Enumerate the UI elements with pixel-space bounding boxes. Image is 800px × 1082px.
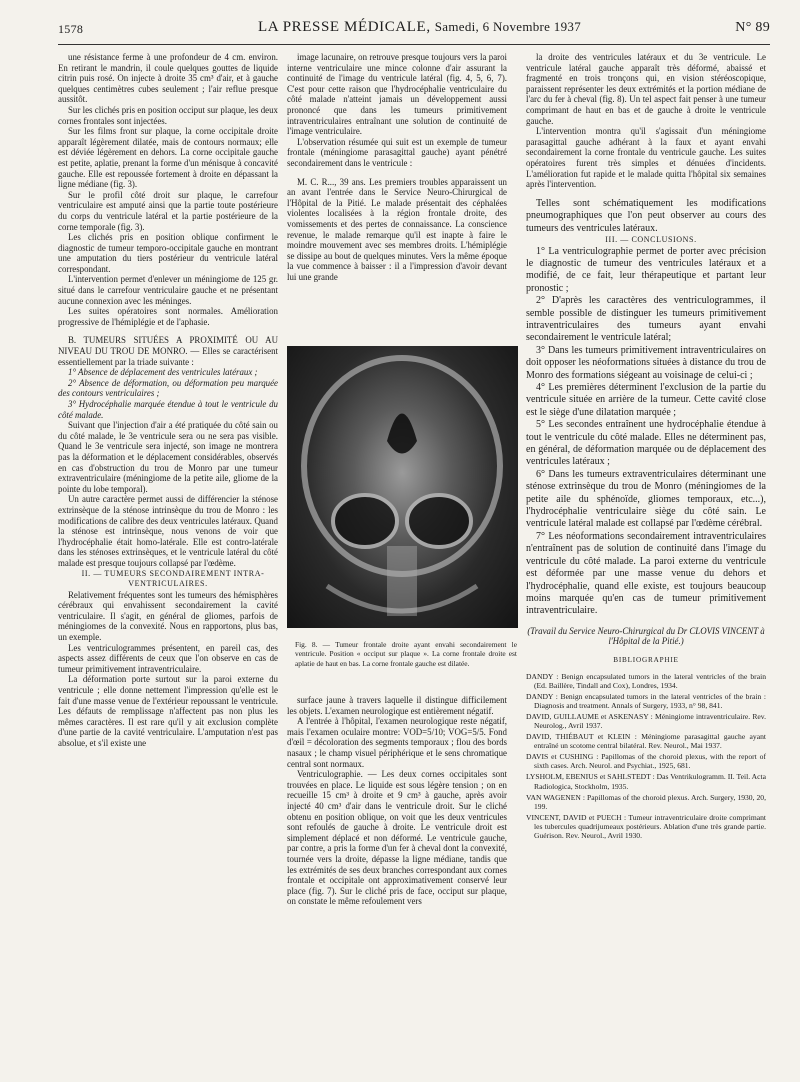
paragraph: Un autre caractère permet aussi de différencier la sténose extrinsèque de la sténose intrinsèque du trou de Monro : les modifications de calibre des deux ventricules latéraux. Quand la sténose est intrinsèque, nous venons de voir que l'hydrocéphalie était homo-latérale. Elle est contro-latérale dans les sténoses extrinsèques, et le ventricule latéral du côté malade est presque toujours collapsé par l'œdème. <box>58 494 278 568</box>
paragraph: Telles sont schématiquement les modifications pneumographiques que l'on peut observer au cours des tumeurs des ventricules latéraux. <box>526 197 766 234</box>
bibliography-entry: DAVIS et CUSHING : Papillomas of the choroid plexus, with the report of sixth cases. Arch. Neurol. and Psychiat., 1925, 681. <box>526 752 766 771</box>
bibliography-entry: DANDY : Benign encapsulated tumors in the lateral ventricles of the brain : Diagnosis and treatment. Annals of Surgery, 1933, n° 98, 841. <box>526 691 766 710</box>
paragraph: L'observation résumée qui suit est un exemple de tumeur frontale (méningiome parasagittal gauche) ayant pénétré secondairement dans le ventricule : <box>287 136 507 168</box>
paragraph: Les suites opératoires sont normales. Amélioration progressive de l'hémiplégie et de l'aphasie. <box>58 306 278 327</box>
bibliography <box>526 672 766 841</box>
conclusion-5: 5° Les secondes entraînent une hydrocéphalie étendue à tout le ventricule du côté malade. Elles ne déterminent pas, en général, de déformation marquée ou de déplacement des ventricules latéraux ; <box>526 419 766 468</box>
conclusion-4: 4° Les premières déterminent l'exclusion de la partie du ventricule située en arrière de la tumeur. Cette cavité close est le siège d'une dilatation marquée ; <box>526 382 766 418</box>
paragraph: Suivant que l'injection d'air a été pratiquée du côté sain ou du côté malade, le 3e ventricule sera ou ne sera pas visible. Quand le 3e ventricule sera injecté, son image ne montrera pas la déformation et le déplacement considérables, observés en cas d'obstruction du trou de Monro par une tumeur extraventriculaire (méningiome de la petite aile, gliome de la pointe du lobe temporal). <box>58 420 278 494</box>
paragraph: Sur les clichés pris en position occiput sur plaque, les deux cornes frontales sont injectées. <box>58 104 278 126</box>
criterion-2: 2° Absence de déformation, ou déformation peu marquée des contours ventriculaires ; <box>58 377 278 399</box>
bibliography-entry: LYSHOLM, EBENIUS et SAHLSTEDT : Das Ventrikulogramm. II. Teil. Acta Radiologica, Stockholm, 1935. <box>526 772 766 791</box>
journal-name: LA PRESSE MÉDICALE, <box>258 19 431 35</box>
paragraph: L'intervention montra qu'il s'agissait d'un méningiome parasagittal gauche adhérant à la faux et ayant envahi secondairement la corne frontale du ventricule gauche. Les suites opératoires furent très simples et dénuées d'incidents. L'amélioration fut rapide et le malade quitta l'hôpital six semaines après l'intervention. <box>526 126 766 190</box>
paragraph: La déformation porte surtout sur la paroi externe du ventricule ; elle donne nettement l'impression qu'elle est le fait d'une masse venue de l'extérieur repoussant le ventricule. Les défauts de remplissage n'affectent pas non plus les mêmes caractères. Il est rare qu'il y ait exclusion complète d'une partie de la cavité ventriculaire. L'amputation n'est pas absolue, et s'il existe une <box>58 674 278 748</box>
column-2 <box>287 52 507 282</box>
page-number: 1578 <box>58 22 84 36</box>
case-report: M. C. R..., 39 ans. Les premiers troubles apparaissent un an avant l'entrée dans le Service Neuro-Chirurgical de l'Hôpital de la Pitié. Le malade présentait des céphalées violentes localisées à la région frontale droite, des vomissements et des pertes de connaissance. La conscience revenue, le malade remarque qu'il est inapte à faire le moindre mouvement avec ses membres droits. L'hémiplégie se dissipe au bout de quelques minutes. Vers la même époque la vue commence à baisser : il a l'impression d'avoir devant lui une grande <box>287 176 507 282</box>
column-2-lower <box>287 695 507 907</box>
issue-number: N° 89 <box>735 20 770 35</box>
paragraph: surface jaune à travers laquelle il distingue difficilement les objets. L'examen neurologique est entièrement négatif. <box>287 695 507 716</box>
subsection-heading: B. TUMEURS SITUÉES A PROXIMITÉ OU AU NIVEAU DU TROU DE MONRO. — Elles se caractérisent essentiellement par la triade suivante : <box>58 335 278 367</box>
credit-line: (Travail du Service Neuro-Chirurgical du Dr CLOVIS VINCENT à l'Hôpital de la Pitié.) <box>527 625 765 647</box>
conclusion-6: 6° Dans les tumeurs extraventriculaires déterminant une sténose extrinsèque du trou de Monro (méningiomes de la petite aile du sphénoïde, gliomes temporaux, etc...), l'hydrocéphalie ventriculaire siège du côté sain. Le ventricule latéral malade est collapsé par l'œdème cérébral. <box>526 468 766 530</box>
skull-radiograph-illustration <box>287 346 518 628</box>
paragraph: Relativement fréquentes sont les tumeurs des hémisphères cérébraux qui envahissent secondairement la cavité ventriculaire. Il s'agit, en général de gliomes, parfois de méningiomes de la convexité. Nous en rapportons, plus bas, un exemple. <box>58 589 278 643</box>
column-1 <box>58 52 278 749</box>
bibliography-entry: DAVID, THIÉBAUT et KLEIN : Méningiome parasagittal gauche ayant entraîné un scotome central bilatéral. Rev. Neurol., Mai 1937. <box>526 732 766 751</box>
page-header <box>58 18 770 40</box>
conclusion-1: 1° La ventriculographie permet de porter avec précision le diagnostic de tumeur des ventricules latéraux et a modifié, de ce fait, leur thérapeutique et partant leur pronostic ; <box>526 245 766 294</box>
header-rule <box>58 44 770 45</box>
paragraph: une résistance ferme à une profondeur de 4 cm. environ. En retirant le mandrin, il coule quelques gouttes de liquide citrin puis rosé. On injecte à droite 35 cm³ d'air, et à gauche quelques centimètres cubes seulement ; l'air reflue presque aussitôt. <box>58 52 278 105</box>
bibliography-entry: VINCENT, DAVID et PUECH : Tumeur intraventriculaire droite comprimant les tubercules quadrijumeaux postérieurs. Ablation d'une très grande partie. Guérison. Rev. Neurol., Avril 1930. <box>526 812 766 840</box>
figure-caption: Fig. 8. — Tumeur frontale droite ayant envahi secondairement le ventricule. Position « occiput sur plaque ». La corne frontale droite est aplatie de haut en bas. La corne frontale gauche est dilatée. <box>295 640 517 668</box>
bibliography-entry: DANDY : Benign encapsulated tumors in the lateral ventricles of the brain (Ed. Baillère, Tindall and Cox), Londres, 1934. <box>526 671 766 690</box>
section-heading-ii: II. — TUMEURS SECONDAIREMENT INTRA-VENTRICULAIRES. <box>81 568 265 589</box>
criterion-3: 3° Hydrocéphalie marquée étendue à tout le ventricule du côté malade. <box>58 399 278 420</box>
paragraph: image lacunaire, on retrouve presque toujours vers la paroi interne ventriculaire une mince colonne d'air assurant la continuité de l'image du ventricule latéral (fig. 4, 5, 6, 7). C'est pour cette raison que l'hydrocéphalie ventriculaire du côté malade n'atteint jamais un développement aussi prononcé que dans les tumeurs primitivement intraventriculaires entraînant une solution de continuité de l'image ventriculaire. <box>287 52 507 137</box>
paragraph: Sur le profil côté droit sur plaque, le carrefour ventriculaire est amputé ainsi que la partie toute postérieure du corps du ventricule latéral et la partie postérieure de la corne temporale (fig. 3). <box>58 189 278 232</box>
conclusion-7: 7° Les néoformations secondairement intraventriculaires n'entraînent pas de solution de continuité dans l'image du ventricule du côté malade. La paroi externe du ventricule est déformée par une masse venue du dehors et l'hydrocéphalie, quand elle existe, est toujours beaucoup moins marquée qu'en cas de tumeur primitivement intraventriculaire. <box>526 530 766 617</box>
bibliography-heading: BIBLIOGRAPHIE <box>613 655 679 664</box>
paragraph: la droite des ventricules latéraux et du 3e ventricule. Le ventricule latéral gauche apparaît très déformé, abaissé et fragmenté en trois tronçons qui, en vision stéréoscopique, paraissent représenter les deux extrémités et la portion médiane de l'arc du fer à cheval (fig. 8). Un tel aspect fait penser à une tumeur comprimant de haut en bas et de gauche à droite le ventricule gauche. <box>526 52 766 126</box>
column-3 <box>526 52 766 842</box>
x-ray-figure-8 <box>287 346 518 628</box>
paragraph: A l'entrée à l'hôpital, l'examen neurologique reste négatif, mais l'examen oculaire montre: VOD=5/10; VOG=5/5. Fond d'œil = décoloration des segments temporaux ; flou des bords nasaux ; le champ visuel périphérique et le sens chromatique central sont normaux. <box>287 716 507 769</box>
paragraph: Sur les films front sur plaque, la corne occipitale droite apparaît légèrement dilatée, mais de contours normaux; elle est déviée légèrement en dehors. La corne occipitale gauche est petite, aplatie, prenant la forme d'un ménisque à concavité gauche. Elle est repoussée fortement à droite en dépassant la ligne médiane (fig. 3). <box>58 126 278 190</box>
paragraph: L'intervention permet d'enlever un méningiome de 125 gr. situé dans le carrefour ventriculaire gauche et ne présentant aucune connexion avec les méninges. <box>58 274 278 306</box>
section-heading-iii: III. — CONCLUSIONS. <box>605 234 697 244</box>
bibliography-entry: DAVID, GUILLAUME et ASKENASY : Méningiome intraventriculaire. Rev. Neurolog., Avril 1937. <box>526 711 766 730</box>
paragraph: Les clichés pris en position oblique confirment le diagnostic de tumeur temporo-occipitale gauche en montrant une amputation du tiers postérieur du ventricule latéral correspondant. <box>58 232 278 274</box>
conclusion-2: 2° D'après les caractères des ventriculogrammes, il semble possible de distinguer les tumeurs primitivement intraventriculaires des tumeurs ayant envahi secondairement le ventricule latéral; <box>526 295 766 344</box>
conclusion-3: 3° Dans les tumeurs primitivement intraventriculaires on doit opposer les néoformations situées à distance du trou de Monro des formations siégeant au voisinage de celui-ci ; <box>526 344 766 381</box>
criterion-1: 1° Absence de déplacement des ventricules latéraux ; <box>68 367 258 378</box>
paragraph: Les ventriculogrammes présentent, en pareil cas, des aspects assez différents de ceux que l'on observe en cas de tumeur primitivement intraventriculaire. <box>58 642 278 674</box>
issue-date: Samedi, 6 Novembre 1937 <box>434 19 581 34</box>
journal-title <box>258 19 581 36</box>
paragraph: Ventriculographie. — Les deux cornes occipitales sont trouvées en place. Le liquide est sous légère tension ; on en recueille 15 cm³ à droite et 9 cm³ à gauche, après avoir injecté 40 cm³ d'air dans le ventricule droit. Sur le cliché obtenu en position oblique, on voit que les deux ventricules sont refoulés de gauche à droite. Le ventricule droit est simplement déplacé et non déformé. Le ventricule gauche, par contre, a pris la forme d'un fer à cheval dont la convexité, tournée vers la droite, dépasse la ligne médiane, tandis que les extrémités de ses deux branches correspondant aux cornes frontale et occipitale ont approximativement conservé leur place (fig. 7). Sur le cliché pris de face, occiput sur plaque, on constate le même refoulement vers <box>287 769 507 907</box>
bibliography-entry: VAN WAGENEN : Papillomas of the choroid plexus. Arch. Surgery, 1930, 20, 199. <box>526 792 766 811</box>
